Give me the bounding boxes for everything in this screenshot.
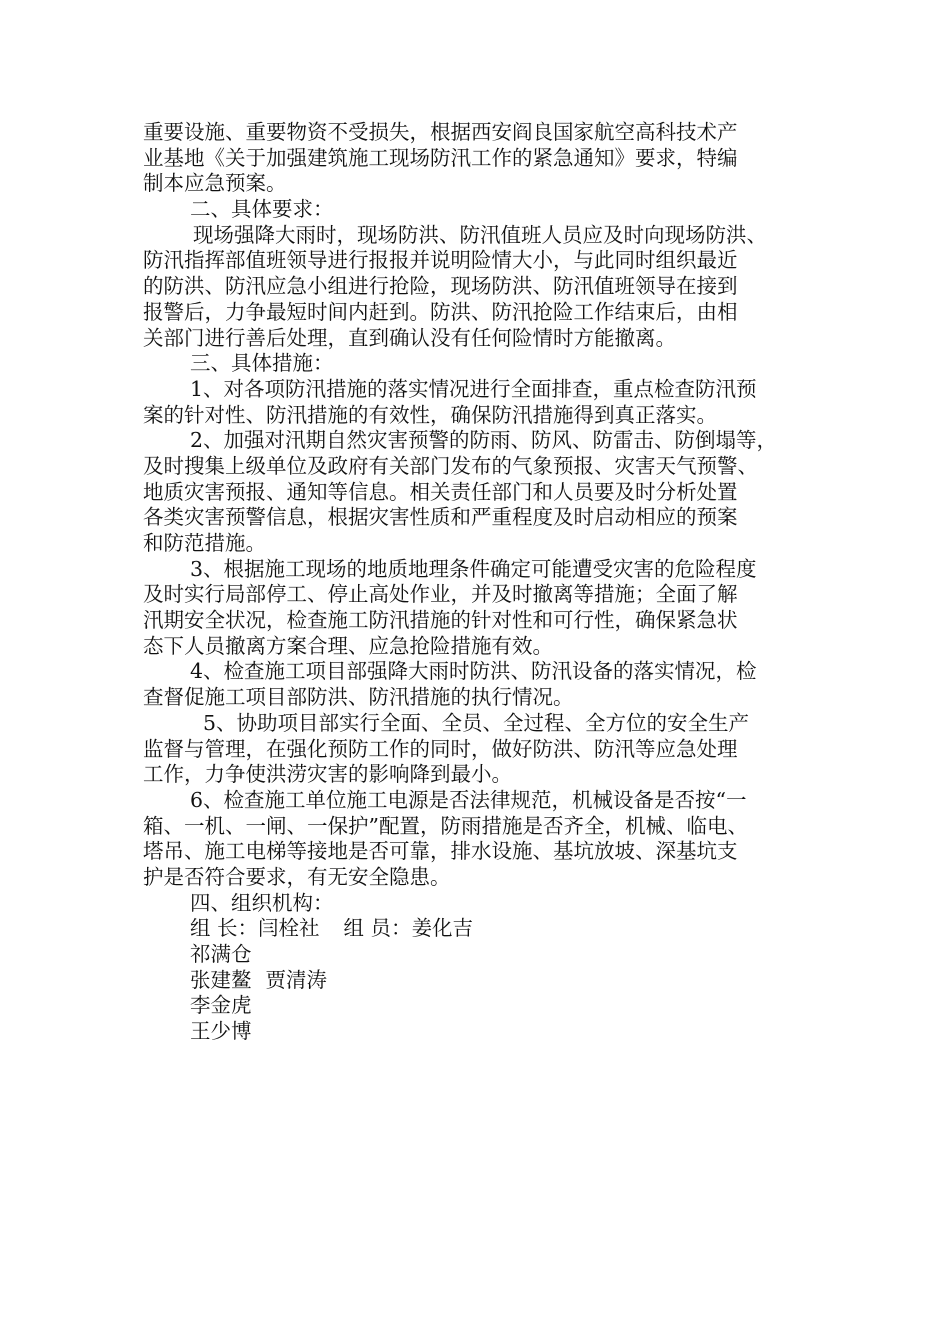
member-label: 组 员：	[343, 916, 412, 941]
org-member-row	[143, 993, 813, 1019]
section-heading-organization: 四、组织机构：	[190, 890, 334, 915]
section-heading-requirements: 二、具体要求：	[190, 197, 334, 222]
text-line: 4、检查施工项目部强降大雨时防洪、防汛设备的落实情况，检	[190, 659, 757, 684]
text-line: 1、对各项防汛措施的落实情况进行全面排查，重点检查防汛预	[190, 376, 757, 401]
member-name: 王少博	[190, 1019, 252, 1044]
member-name: 祁满仓	[190, 942, 252, 966]
text-line: 3、根据施工现场的地质地理条件确定可能遭受灾害的危险程度	[190, 556, 757, 581]
text-line: 2、加强对汛期自然灾害预警的防雨、防风、防雷击、防倒塌等，	[190, 428, 778, 453]
section-heading-measures: 三、具体措施：	[190, 351, 334, 376]
text-line: 态下人员撤离方案合理、应急抢险措施有效。	[143, 633, 553, 658]
member-name: 张建鳌	[190, 967, 252, 992]
text-line: 箱、一机、一闸、一保护”配置，防雨措施是否齐全，机械、临电、	[143, 813, 748, 838]
text-line: 工作，力争使洪涝灾害的影响降到最小。	[143, 762, 512, 787]
member-name: 贾清涛	[265, 967, 327, 992]
text-line: 汛期安全状况，检查施工防汛措施的针对性和可行性，确保紧急状	[143, 608, 738, 633]
text-line: 防汛指挥部值班领导进行报报并说明险情大小，与此同时组织最近	[143, 248, 738, 273]
text-line: 塔吊、施工电梯等接地是否可靠，排水设施、基坑放坡、深基坑支	[143, 839, 738, 864]
text-line: 6、检查施工单位施工电源是否法律规范，机械设备是否按“一	[190, 787, 747, 812]
text-line: 5、协助项目部实行全面、全员、全过程、全方位的安全生产	[203, 710, 750, 735]
text-line: 现场强降大雨时，现场防洪、防汛值班人员应及时向现场防洪、	[193, 222, 767, 247]
text-line: 监督与管理，在强化预防工作的同时，做好防洪、防汛等应急处理	[143, 736, 738, 761]
text-line: 制本应急预案。	[143, 171, 287, 196]
text-line: 和防范措施。	[143, 531, 266, 555]
org-member-row	[143, 1019, 813, 1045]
text-line: 案的针对性、防汛措施的有效性，确保防汛措施得到真正落实。	[143, 402, 717, 427]
text-line: 查督促施工项目部防洪、防汛措施的执行情况。	[143, 685, 574, 710]
text-line: 地质灾害预报、通知等信息。相关责任部门和人员要及时分析处置	[143, 479, 738, 504]
document-page	[143, 120, 813, 1045]
text-line: 及时实行局部停工、停止高处作业，并及时撤离等措施；全面了解	[143, 582, 738, 607]
text-line: 关部门进行善后处理，直到确认没有任何险情时方能撤离。	[143, 325, 676, 350]
org-member-row	[143, 942, 813, 968]
leader-name: 闫栓社	[258, 916, 320, 941]
text-line: 报警后，力争最短时间内赶到。防洪、防汛抢险工作结束后，由相	[143, 299, 738, 324]
member-name: 李金虎	[190, 993, 252, 1018]
text-line: 及时搜集上级单位及政府有关部门发布的气象预报、灾害天气预警、	[143, 453, 758, 478]
org-leader-row	[143, 916, 813, 942]
text-line: 重要设施、重要物资不受损失，根据西安阎良国家航空高科技术产	[143, 120, 738, 144]
org-member-row	[143, 968, 813, 994]
leader-label: 组 长：	[190, 916, 259, 941]
member-name: 姜化吉	[411, 916, 474, 941]
text-line: 各类灾害预警信息，根据灾害性质和严重程度及时启动相应的预案	[143, 505, 738, 530]
text-line: 的防洪、防汛应急小组进行抢险，现场防洪、防汛值班领导在接到	[143, 274, 738, 299]
text-line: 护是否符合要求，有无安全隐患。	[143, 864, 451, 889]
text-line: 业基地《关于加强建筑施工现场防汛工作的紧急通知》要求，特编	[143, 145, 738, 170]
